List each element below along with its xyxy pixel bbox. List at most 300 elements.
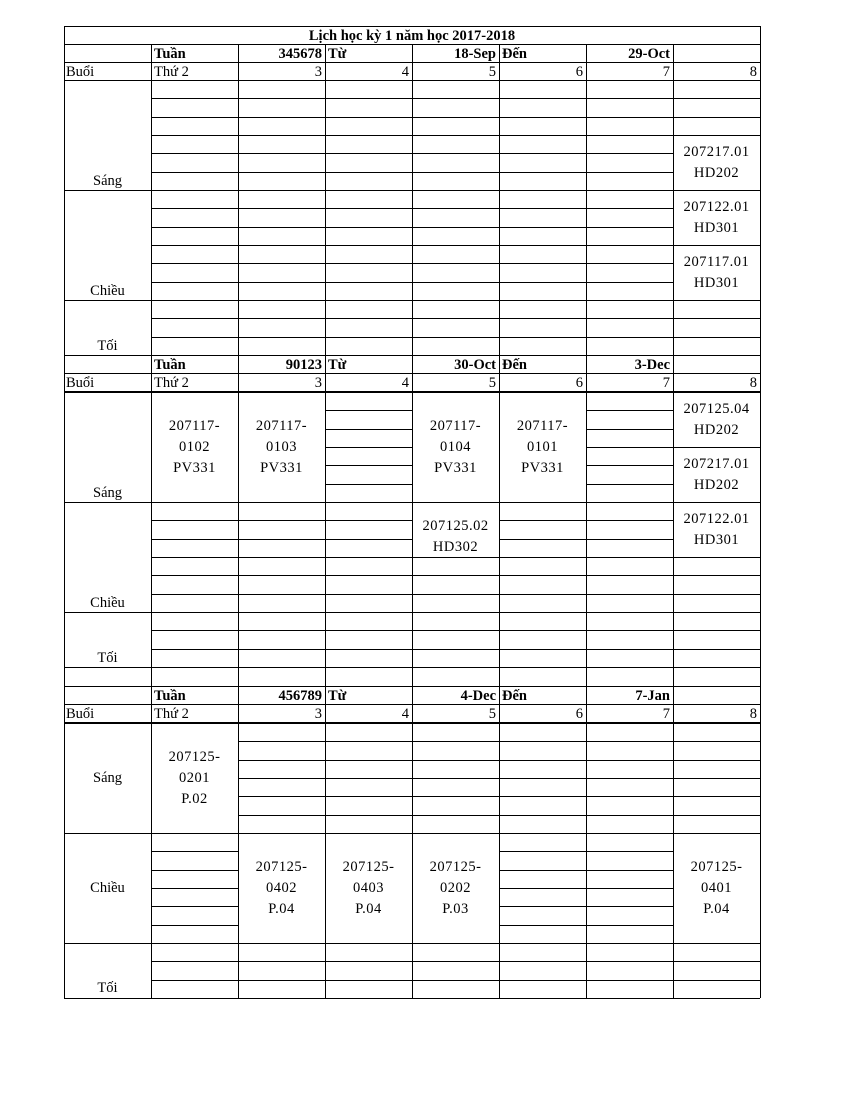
day-header-3: 5 [488,706,496,722]
grid-line [151,594,238,595]
grid-line [412,760,499,761]
grid-line [238,796,325,797]
week-label: Tuần [154,46,186,62]
grid-line [499,44,500,355]
grid-line [673,815,760,816]
class-info-line: 207122.01 [683,511,750,527]
grid-line [325,263,412,264]
grid-line [586,117,673,118]
grid-line [325,337,412,338]
session-label-afternoon: Chiều [90,283,125,299]
day-header-mon: Thứ 2 [154,64,189,80]
day-header-4: 6 [575,64,583,80]
grid-line [586,465,673,466]
day-header-1: 3 [314,706,322,722]
grid-line [151,575,238,576]
grid-line [238,98,325,99]
grid-line [586,410,673,411]
grid-line [673,980,760,981]
grid-line [238,539,325,540]
grid-line [499,906,586,907]
class-info-line: HD302 [432,539,479,555]
session-divider [64,190,760,191]
grid-line [586,594,673,595]
grid-line [238,263,325,264]
class-info-line: HD301 [693,275,740,291]
to-date: 29-Oct [628,46,670,62]
grid-line [412,796,499,797]
grid-line [412,778,499,779]
grid-line [673,557,760,558]
grid-line [412,44,413,355]
class-info-line: 0401 [701,879,732,896]
grid-line [238,575,325,576]
from-label: Từ [328,46,347,62]
schedule-title: Lịch học kỳ 1 năm học 2017-2018 [308,28,516,44]
grid-line [499,245,586,246]
grid-line [412,153,499,154]
session-divider [64,502,760,503]
grid-line [238,778,325,779]
day-header-2: 4 [401,706,409,722]
week-numbers: 90123 [285,357,322,373]
grid-line [499,796,586,797]
session-divider [64,723,760,724]
class-info-line: 207125.02 [422,518,489,534]
class-info-line: 207217.01 [683,456,750,472]
grid-line [412,961,499,962]
grid-line [412,282,499,283]
grid-line [499,172,586,173]
class-block [673,399,760,441]
grid-line [325,980,412,981]
session-label-morning: Sáng [93,173,122,189]
day-header-5: 7 [662,64,670,80]
grid-line [499,135,586,136]
grid-line [325,630,412,631]
grid-line [673,447,760,448]
grid-line [499,630,586,631]
class-info-line: 0102 [179,438,210,455]
grid-line [325,815,412,816]
grid-line [151,925,238,926]
class-block [412,857,499,920]
grid-line [586,520,673,521]
session-divider [64,300,760,301]
grid-line [238,135,325,136]
grid-line [238,172,325,173]
grid-line [499,870,586,871]
grid-line [760,355,761,686]
grid-line [325,778,412,779]
class-info-line: 207125- [255,858,308,875]
grid-line [238,557,325,558]
class-info-line: 0202 [440,879,471,896]
class-info-line: 0101 [527,438,558,455]
grid-line [673,98,760,99]
grid-line [673,741,760,742]
grid-line [499,649,586,650]
grid-line [151,117,238,118]
grid-line [151,520,238,521]
grid-line [499,980,586,981]
grid-line [325,208,412,209]
grid-line [499,153,586,154]
grid-line [673,318,760,319]
grid-line [325,447,412,448]
grid-line [151,980,238,981]
grid-line [586,760,673,761]
grid-line [586,649,673,650]
grid-line [586,44,587,355]
class-block [325,857,412,920]
grid-line [64,686,65,998]
grid-line [412,117,499,118]
grid-line [412,815,499,816]
grid-line [412,208,499,209]
grid-line [586,484,673,485]
grid-line [325,227,412,228]
grid-line [586,778,673,779]
grid-line [412,172,499,173]
class-block [412,516,499,558]
class-info-line: P.04 [355,900,382,917]
day-header-mon: Thứ 2 [154,375,189,391]
week-numbers: 456789 [278,688,322,704]
grid-line [586,851,673,852]
grid-line [673,760,760,761]
grid-line [151,630,238,631]
grid-line [586,337,673,338]
to-date: 7-Jan [635,688,670,704]
day-header-6: 8 [749,706,757,722]
grid-line [325,318,412,319]
grid-line [499,815,586,816]
week-label: Tuần [154,357,186,373]
class-block [151,416,238,479]
to-label: Đến [502,688,527,704]
grid-line [499,520,586,521]
grid-line [412,630,499,631]
session-divider [64,833,760,834]
grid-line [151,135,238,136]
session-divider [64,612,760,613]
grid-line [238,630,325,631]
class-info-line: HD301 [693,532,740,548]
grid-line [238,520,325,521]
grid-line [238,741,325,742]
session-label-morning: Sáng [93,770,122,786]
class-info-line: HD202 [693,477,740,493]
grid-line [586,815,673,816]
class-info-line: PV331 [173,459,216,476]
class-block [412,416,499,479]
class-info-line: 207125- [168,748,221,765]
from-date: 18-Sep [454,46,496,62]
grid-line [325,649,412,650]
grid-line [673,245,760,246]
grid-line [499,741,586,742]
grid-line [586,318,673,319]
session-column-label: Buổi [66,706,95,722]
grid-line [412,337,499,338]
class-info-line: 207117- [429,417,482,434]
class-info-line: P.03 [442,900,469,917]
grid-line [325,135,412,136]
grid-line [673,961,760,962]
grid-line [238,245,325,246]
grid-line [151,98,238,99]
to-label: Đến [502,46,527,62]
class-info-line: 207122.01 [683,199,750,215]
class-info-line: 207117- [516,417,569,434]
grid-line [325,796,412,797]
day-header-1: 3 [314,375,322,391]
grid-line [412,741,499,742]
class-info-line: HD202 [693,422,740,438]
grid-line [412,594,499,595]
class-block [238,416,325,479]
grid-line [238,227,325,228]
grid-line [499,98,586,99]
session-label-evening: Tối [97,650,118,666]
grid-line [586,539,673,540]
class-info-line: PV331 [521,459,564,476]
session-divider [64,667,760,668]
class-block [673,454,760,496]
class-info-line: P.04 [703,900,730,917]
grid-line [673,686,674,998]
class-block [673,252,760,294]
grid-line [586,630,673,631]
day-header-3: 5 [488,375,496,391]
grid-line [586,961,673,962]
class-info-line: 207125- [429,858,482,875]
grid-line [499,925,586,926]
grid-line [412,575,499,576]
grid-line [499,778,586,779]
grid-line [673,575,760,576]
class-info-line: 207125- [690,858,743,875]
grid-line [673,594,760,595]
grid-line [412,318,499,319]
grid-line [151,557,238,558]
day-header-1: 3 [314,64,322,80]
grid-line [151,649,238,650]
session-divider [64,392,760,393]
class-info-line: 0402 [266,879,297,896]
grid-line [325,44,326,355]
class-block [238,857,325,920]
grid-line [499,557,586,558]
grid-line [238,594,325,595]
grid-line [238,117,325,118]
grid-line [412,263,499,264]
class-info-line: P.04 [268,900,295,917]
grid-line [673,778,760,779]
grid-line [151,851,238,852]
grid-line [325,410,412,411]
grid-line [238,153,325,154]
grid-line [412,686,413,998]
grid-line [586,796,673,797]
week-numbers: 345678 [278,46,322,62]
grid-line [499,117,586,118]
grid-line [412,245,499,246]
grid-line [499,575,586,576]
grid-line [238,980,325,981]
class-info-line: P.02 [181,790,208,807]
from-date: 30-Oct [454,357,496,373]
session-column-label: Buổi [66,375,95,391]
grid-line [499,851,586,852]
to-label: Đến [502,357,527,373]
session-label-evening: Tối [97,338,118,354]
grid-line [499,686,500,998]
grid-line [586,153,673,154]
day-header-6: 8 [749,64,757,80]
grid-line [325,282,412,283]
grid-line [238,44,239,355]
from-label: Từ [328,357,347,373]
grid-line [151,282,238,283]
day-header-2: 4 [401,64,409,80]
grid-line [499,337,586,338]
grid-line [325,741,412,742]
class-info-line: 0103 [266,438,297,455]
grid-line [586,906,673,907]
grid-line [499,539,586,540]
class-block [673,857,760,920]
grid-line [238,649,325,650]
grid-line [238,815,325,816]
grid-line [760,686,761,998]
grid-line [151,906,238,907]
class-info-line: 0403 [353,879,384,896]
session-label-evening: Tối [97,980,118,996]
grid-line [586,98,673,99]
day-header-mon: Thứ 2 [154,706,189,722]
grid-line [325,760,412,761]
grid-line [151,870,238,871]
grid-line [499,961,586,962]
class-info-line: PV331 [260,459,303,476]
grid-line [325,153,412,154]
grid-line [499,282,586,283]
session-label-afternoon: Chiều [90,880,125,896]
day-header-4: 6 [575,375,583,391]
day-header-5: 7 [662,375,670,391]
day-header-3: 5 [488,64,496,80]
grid-line [325,245,412,246]
grid-line [673,649,760,650]
day-header-4: 6 [575,706,583,722]
class-info-line: 207125.04 [683,401,750,417]
grid-line [325,429,412,430]
grid-line [586,282,673,283]
class-block [673,509,760,551]
session-divider [64,80,760,81]
grid-line [499,760,586,761]
grid-line [238,318,325,319]
grid-line [238,961,325,962]
grid-line [499,208,586,209]
class-info-line: HD202 [693,165,740,181]
grid-line [586,557,673,558]
from-label: Từ [328,688,347,704]
session-divider [64,998,760,999]
class-block [151,747,238,810]
grid-line [325,465,412,466]
grid-line [412,98,499,99]
grid-line [151,539,238,540]
grid-line [325,539,412,540]
grid-line [151,686,152,998]
class-info-line: 0104 [440,438,471,455]
grid-line [586,686,587,998]
grid-line [151,961,238,962]
week-label: Tuần [154,688,186,704]
grid-line [673,337,760,338]
class-info-line: 0201 [179,769,210,786]
class-info-line: 207217.01 [683,144,750,160]
grid-line [151,153,238,154]
day-header-6: 8 [749,375,757,391]
grid-line [151,263,238,264]
grid-line [238,337,325,338]
grid-line [151,172,238,173]
grid-line [151,888,238,889]
grid-line [325,961,412,962]
grid-line [673,135,760,136]
class-block [673,142,760,184]
grid-line [325,557,412,558]
session-column-label: Buổi [66,64,95,80]
grid-line [586,208,673,209]
grid-line [499,263,586,264]
grid-line [586,263,673,264]
grid-line [586,429,673,430]
session-label-morning: Sáng [93,485,122,501]
class-info-line: 207117- [168,417,221,434]
grid-line [586,245,673,246]
grid-line [325,575,412,576]
session-label-afternoon: Chiều [90,595,125,611]
grid-line [151,227,238,228]
class-block [673,197,760,239]
table-right-border [760,26,761,355]
grid-line [412,135,499,136]
grid-line [325,484,412,485]
grid-line [673,117,760,118]
grid-line [64,355,65,686]
grid-line [325,594,412,595]
grid-line [586,925,673,926]
grid-line [151,245,238,246]
grid-line [499,318,586,319]
grid-line [325,686,326,998]
grid-line [151,208,238,209]
class-block [499,416,586,479]
grid-line [673,630,760,631]
session-divider [64,943,760,944]
grid-line [412,980,499,981]
grid-line [586,447,673,448]
grid-line [238,760,325,761]
grid-line [586,888,673,889]
grid-line [586,870,673,871]
grid-line [499,594,586,595]
